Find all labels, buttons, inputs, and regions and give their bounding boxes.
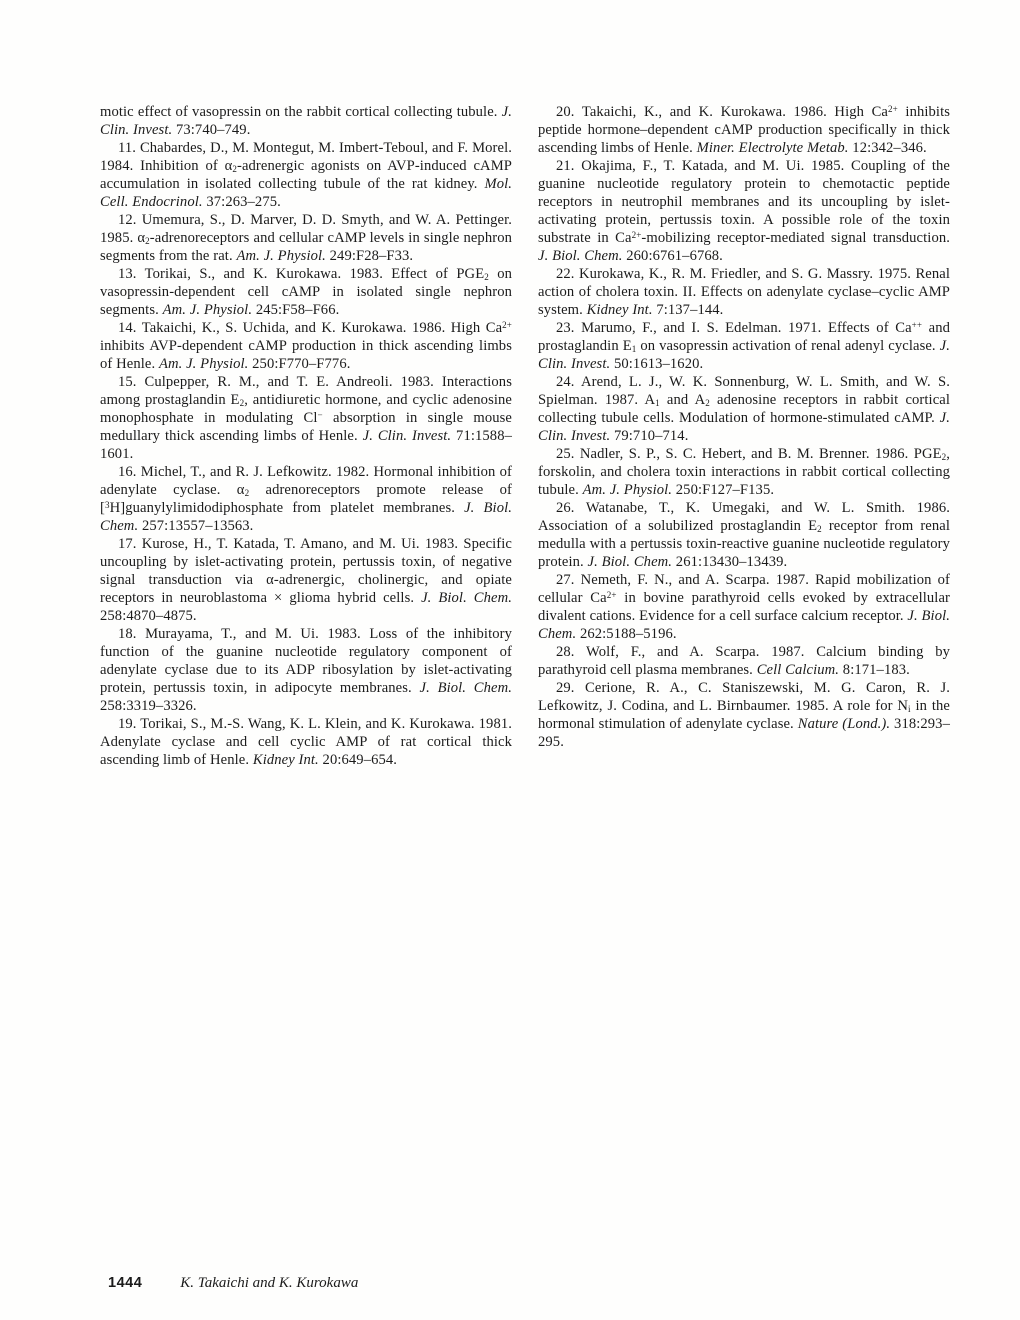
reference: [100, 265, 512, 319]
reference-text-run: 20. Takaichi, K., and K. Kurokawa. 1986. High Ca: [556, 104, 889, 120]
reference-text-run: 23. Marumo, F., and I. S. Edelman. 1971. Effects of Ca: [556, 320, 912, 336]
reference-text-run: 18. Murayama, T., and M. Ui. 1983. Loss of the inhibitory function of the guanine nucleotide regulatory component of adenylate cyclase due to its ADP ribosylation by islet-activating protein, pertussis toxin, in adipocyte membranes.: [100, 626, 512, 696]
reference-text-run: 14. Takaichi, K., S. Uchida, and K. Kurokawa. 1986. High Ca: [118, 320, 503, 336]
reference-text-run: 260:6761–6768.: [622, 248, 723, 264]
reference-text-run: 28. Wolf, F., and A. Scarpa. 1987. Calcium binding by parathyroid cell plasma membranes.: [538, 644, 950, 678]
reference-text-run: 245:F58–F66.: [252, 302, 340, 318]
reference-text-run: , antidiuretic hormone, and cyclic adenosine monophosphate in modulating Cl: [100, 392, 512, 426]
reference-text-run: Am. J. Physiol.: [158, 356, 249, 372]
reference-text-run: inhibits AVP-dependent cAMP production in thick ascending limbs of Henle.: [100, 338, 512, 372]
reference-text-run: 27. Nemeth, F. N., and A. Scarpa. 1987. Rapid mobilization of cellular Ca: [538, 572, 950, 606]
running-title: K. Takaichi and K. Kurokawa: [180, 1275, 359, 1291]
reference-text-run: 250:F770–F776.: [248, 356, 351, 372]
reference-list-left-column: [100, 103, 512, 769]
reference: [100, 319, 512, 373]
reference-text-run: Miner. Electrolyte Metab.: [696, 140, 849, 156]
reference-text-run: 13. Torikai, S., and K. Kurokawa. 1983. Effect of PGE: [118, 266, 485, 282]
reference: [538, 319, 950, 373]
reference-list-right-column: [538, 103, 950, 769]
reference-text-run: on vasopressin-dependent cell cAMP in isolated single nephron segments.: [100, 266, 512, 318]
reference-text-run: J. Clin. Invest.: [538, 410, 950, 444]
reference-text-run: 318:293–295.: [538, 716, 950, 750]
reference: [100, 211, 512, 265]
reference-text-run: absorption in single mouse medullary thick ascending limbs of Henle.: [100, 410, 513, 444]
reference: [538, 643, 950, 679]
reference-text-run: Mol. Cell. Endocrinol.: [100, 176, 512, 210]
reference-text-run: -mobilizing receptor-mediated signal transduction.: [641, 230, 950, 246]
reference-text-run: in the hormonal stimulation of adenylate cyclase.: [538, 698, 950, 732]
reference-text-run: 2: [941, 452, 947, 463]
reference-text-run: 11. Chabardes, D., M. Montegut, M. Imbert-Teboul, and F. Morel. 1984. Inhibition of α: [100, 140, 512, 174]
reference: [538, 499, 950, 571]
reference-text-run: H]guanylylimidodiphosphate from platelet membranes.: [109, 500, 465, 516]
reference-text-run: Nature (Lond.).: [797, 716, 891, 732]
reference-text-run: 16. Michel, T., and R. J. Lefkowitz. 1982. Hormonal inhibition of adenylate cyclase. α: [100, 464, 512, 498]
reference-text-run: -adrenergic agonists on AVP-induced cAMP accumulation in isolated collecting tubule of the rat kidney.: [100, 158, 512, 192]
reference-columns: [100, 103, 950, 769]
reference-text-run: 2+: [502, 319, 512, 330]
reference-text-run: J. Biol. Chem.: [100, 500, 512, 534]
reference-text-run: 2+: [631, 229, 642, 240]
reference: [538, 103, 950, 157]
reference-text-run: in bovine parathyroid cells evoked by extracellular divalent cations. Evidence for a cell surface calcium receptor.: [538, 590, 950, 624]
reference-text-run: J. Clin. Invest.: [362, 428, 452, 444]
reference-text-run: 262:5188–5196.: [576, 626, 677, 642]
reference-text-run: 2+: [888, 103, 898, 114]
reference: [100, 715, 512, 769]
reference-text-run: Kidney Int.: [586, 302, 653, 318]
reference-text-run: 2: [705, 398, 710, 409]
reference-text-run: 2: [244, 488, 250, 499]
reference-text-run: 2: [817, 524, 822, 535]
reference-text-run: Kidney Int.: [252, 752, 319, 768]
reference-text-run: 26. Watanabe, T., K. Umegaki, and W. L. Smith. 1986. Association of a solubilized prostaglandin E: [538, 500, 950, 534]
reference-text-run: 29. Cerione, R. A., C. Staniszewski, M. G. Caron, R. J. Lefkowitz, J. Codina, and L. Birnbaumer. 1985. A role for N: [538, 680, 950, 714]
reference-text-run: 24. Arend, L. J., W. K. Sonnenburg, W. L. Smith, and W. S. Spielman. 1987. A: [538, 374, 950, 408]
reference-text-run: J. Clin. Invest.: [538, 338, 950, 372]
reference-text-run: 2: [484, 272, 489, 283]
reference: [100, 535, 512, 625]
reference-text-run: Am. J. Physiol.: [236, 248, 326, 264]
reference-text-run: 2+: [606, 589, 617, 600]
reference: [100, 103, 512, 139]
reference-text-run: 261:13430–13439.: [672, 554, 788, 570]
reference-text-run: 25. Nadler, S. P., S. C. Hebert, and B. M. Brenner. 1986. PGE: [556, 446, 942, 462]
reference-text-run: inhibits peptide hormone–dependent cAMP production specifically in thick ascending limbs of Henle.: [538, 104, 951, 156]
reference: [538, 157, 950, 265]
reference: [100, 373, 512, 463]
reference-text-run: 20:649–654.: [318, 752, 398, 768]
reference-text-run: 258:3319–3326.: [100, 698, 197, 714]
page-footer: [108, 1275, 358, 1292]
reference-text-run: J. Biol. Chem.: [587, 554, 673, 570]
reference: [100, 463, 512, 535]
reference-text-run: 1: [655, 398, 660, 409]
reference-text-run: 1: [631, 344, 637, 355]
page-number: 1444: [108, 1275, 143, 1291]
reference-text-run: Am. J. Physiol.: [582, 482, 673, 498]
reference-text-run: 71:1588–1601.: [100, 428, 512, 462]
reference-text-run: and prostaglandin E: [538, 320, 950, 354]
reference-text-run: J. Biol. Chem.: [538, 608, 951, 642]
reference-text-run: J. Biol. Chem.: [538, 248, 623, 264]
reference: [538, 571, 950, 643]
reference-text-run: 15. Culpepper, R. M., and T. E. Andreoli. 1983. Interactions among prostaglandin E: [100, 374, 512, 408]
reference: [538, 445, 950, 499]
reference-text-run: Cell Calcium.: [756, 662, 840, 678]
reference-text-run: on vasopressin activation of renal adenyl cyclase.: [636, 338, 940, 354]
reference-text-run: 3: [104, 499, 110, 510]
reference-text-run: 250:F127–F135.: [672, 482, 775, 498]
reference-text-run: 2: [232, 164, 237, 175]
reference-text-run: ++: [911, 319, 923, 330]
reference-text-run: 257:13557–13563.: [138, 518, 254, 534]
reference-text-run: -adrenoreceptors and cellular cAMP levels in single nephron segments from the rat.: [100, 230, 512, 264]
reference: [100, 139, 512, 211]
reference-text-run: −: [317, 409, 323, 420]
reference-text-run: 37:263–275.: [202, 194, 281, 210]
reference-text-run: , forskolin, and cholera toxin interactions in rabbit cortical collecting tubule.: [538, 446, 950, 498]
reference-text-run: 12. Umemura, S., D. Marver, D. D. Smyth, and W. A. Pettinger. 1985. α: [100, 212, 512, 246]
reference-text-run: 2: [239, 398, 245, 409]
reference-text-run: Am. J. Physiol.: [162, 302, 253, 318]
reference-text-run: 2: [145, 236, 150, 247]
reference-text-run: i: [908, 704, 911, 715]
reference-text-run: 19. Torikai, S., M.-S. Wang, K. L. Klein, and K. Kurokawa. 1981. Adenylate cyclase and cell cyclic AMP of rat cortical thick ascending limb of Henle.: [100, 716, 512, 768]
reference-text-run: J. Clin. Invest.: [100, 104, 512, 138]
reference: [538, 265, 950, 319]
reference-text-run: adenosine receptors in rabbit cortical collecting tubule cells. Modulation of hormone-stimulated cAMP.: [538, 392, 950, 426]
reference-text-run: motic effect of vasopressin on the rabbit cortical collecting tubule.: [100, 104, 502, 120]
reference-text-run: 8:171–183.: [839, 662, 910, 678]
reference-text-run: 22. Kurokawa, K., R. M. Friedler, and S. G. Massry. 1975. Renal action of cholera toxin. II. Effects on adenylate cyclase–cyclic AMP system.: [538, 266, 950, 318]
reference-text-run: 73:740–749.: [172, 122, 251, 138]
reference-text-run: J. Biol. Chem.: [421, 590, 512, 606]
reference-text-run: 50:1613–1620.: [610, 356, 704, 372]
reference-text-run: adrenoreceptors promote release of [: [100, 482, 512, 516]
reference-text-run: 7:137–144.: [652, 302, 724, 318]
reference-text-run: 249:F28–F33.: [325, 248, 414, 264]
reference-text-run: J. Biol. Chem.: [419, 680, 512, 696]
reference: [100, 625, 512, 715]
reference-text-run: 79:710–714.: [610, 428, 689, 444]
reference-text-run: and A: [659, 392, 706, 408]
reference-text-run: 17. Kurose, H., T. Katada, T. Amano, and M. Ui. 1983. Specific uncoupling by islet-activating protein, pertussis toxin, of negative signal transduction via α-adrenergic, cholinergic, and opiate receptors in neuroblastoma × glioma hybrid cells.: [100, 536, 512, 606]
reference-text-run: 12:342–346.: [848, 140, 927, 156]
reference-text-run: receptor from renal medulla with a pertussis toxin-reactive guanine nucleotide regulatory protein.: [538, 518, 951, 570]
reference: [538, 373, 950, 445]
reference: [538, 679, 950, 751]
reference-text-run: 258:4870–4875.: [100, 608, 197, 624]
reference-text-run: 21. Okajima, F., T. Katada, and M. Ui. 1985. Coupling of the guanine nucleotide regulatory protein to chemotactic peptide receptors in neutrophil membranes and its uncoupling by islet-activating protein, pertussis toxin. A possible role of the toxin substrate in Ca: [538, 158, 950, 246]
